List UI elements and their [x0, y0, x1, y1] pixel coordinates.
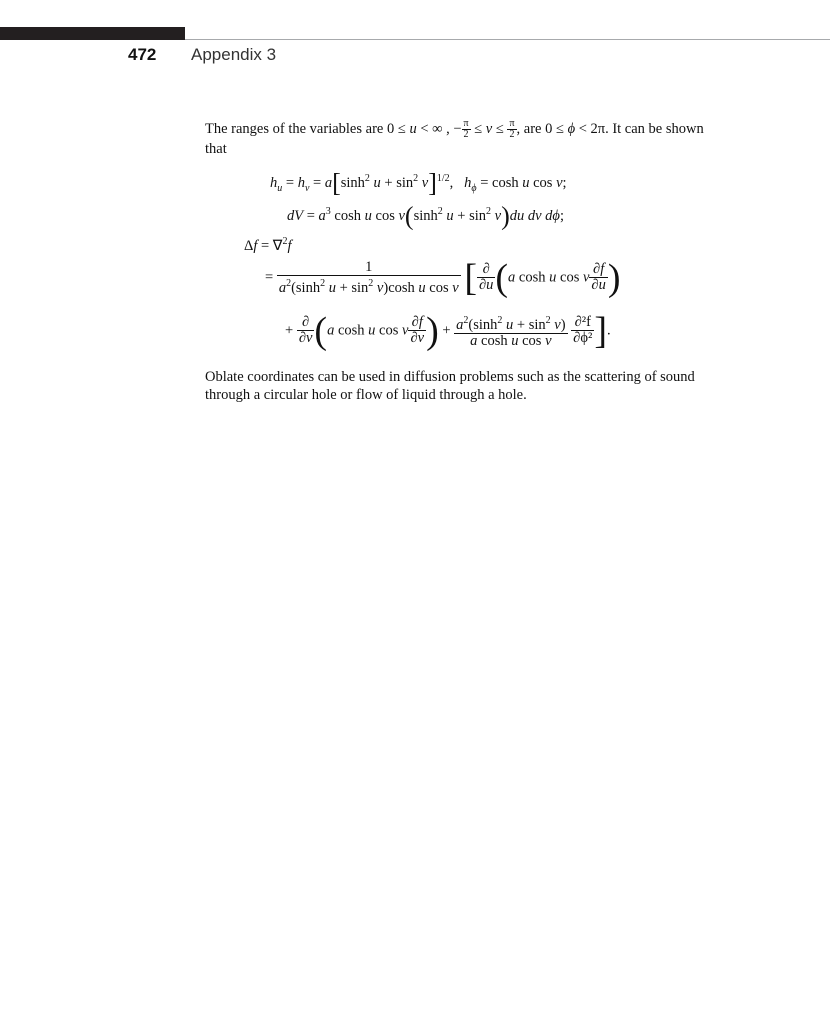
header-bar: [0, 27, 185, 40]
equation-scale-factors: $h_u = h_v = a[\sinh^2$ $u + \sin^2 v]^{1/2}$, $h_\phi = \cosh u$ cos v;: [270, 168, 567, 198]
paragraph-ranges: The ranges of the variables are 0 ≤ u < ∞ , − $\frac{\pi}{2}$ ≤ v ≤ $\frac{\pi}{2}$ , are 0 ≤ ϕ < 2π. It can be shown that: [205, 118, 704, 157]
paragraph-closing: Oblate coordinates can be used in diffusion problems such as the scattering of sound through a circular hole or flow of liquid through a hole.: [205, 369, 695, 403]
page-number: 472: [128, 45, 157, 64]
equation-laplacian-def: Δf = ∇$^2$f: [244, 236, 292, 254]
equation-volume-element: dV = $a^3$ cosh u $\cos v(\sinh^2$ $u + \sin^2 v)du$ dv dϕ;: [287, 201, 564, 231]
running-title: Appendix 3: [191, 45, 277, 64]
equation-laplacian-line2: + $\frac{\partial}{\partial v}$ (a cosh u cos v $\frac{\partial f}{\partial v}$ ) + $\frac{a^2(\sinh^2 u + \sin^2 v)}{\text{a cosh u cos v}}$ $\frac{\text{∂²f}}{\text{∂ϕ²}}$ ].: [285, 309, 611, 352]
equation-laplacian-line1: = $\frac{1}{a^2(\sinh^2 u + \sin^2 v)\cosh u \cos v}$ [ $\frac{\partial}{\partial u}$ (a cosh u cos v $\frac{\partial f}{\partial u}$ ): [265, 256, 621, 299]
header-rule: [185, 39, 830, 40]
